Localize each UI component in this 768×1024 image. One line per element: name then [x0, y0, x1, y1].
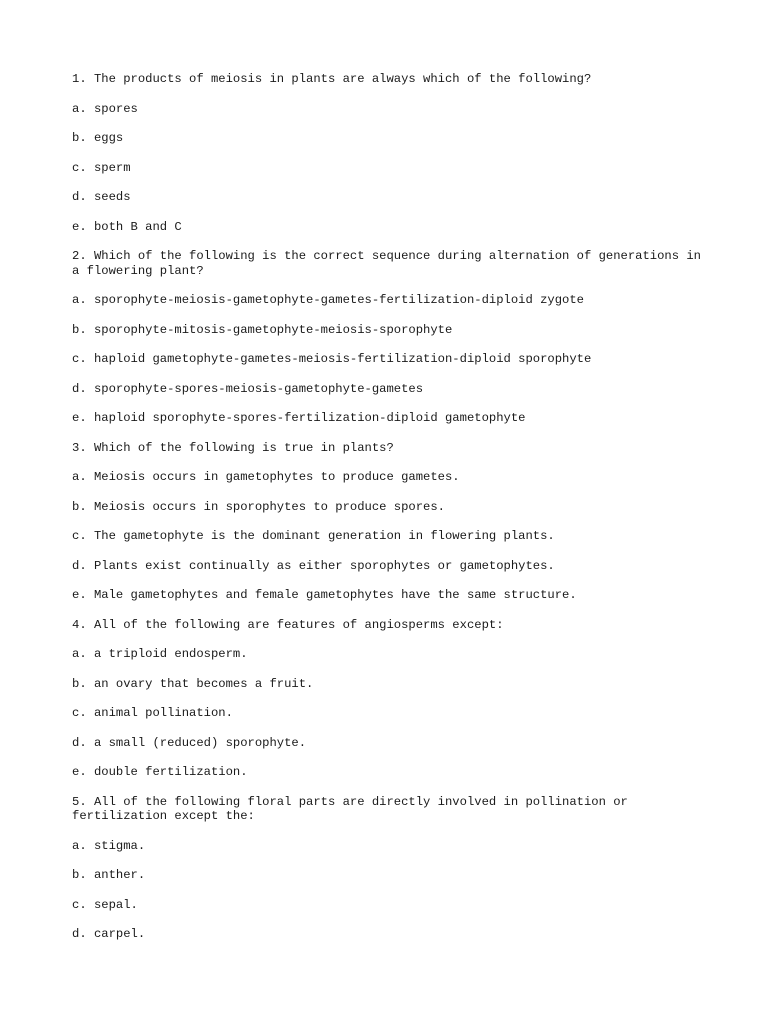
- question-3-option-e: e. Male gametophytes and female gametophytes have the same structure.: [72, 588, 577, 602]
- question-2-option-c: c. haploid gametophyte-gametes-meiosis-fertilization-diploid sporophyte: [72, 352, 592, 366]
- question-3-option-d: d. Plants exist continually as either sporophytes or gametophytes.: [72, 558, 555, 573]
- document-page: [72, 72, 712, 957]
- question-5-option-a: a. stigma.: [72, 838, 146, 853]
- question-2: 2. Which of the following is the correct sequence during alternation of generations in a flowering plant?: [72, 249, 701, 278]
- question-4: 4. All of the following are features of angiosperms except:: [72, 617, 504, 632]
- question-4-option-e: e. double fertilization.: [72, 765, 248, 779]
- question-1: 1. The products of meiosis in plants are always which of the following?: [72, 72, 592, 86]
- question-2-option-b: b. sporophyte-mitosis-gametophyte-meiosis-sporophyte: [72, 322, 453, 337]
- question-3: 3. Which of the following is true in plants?: [72, 440, 394, 455]
- question-5-option-c: c. sepal.: [72, 897, 138, 912]
- question-1-option-d: d. seeds: [72, 190, 131, 204]
- question-2-option-d: d. sporophyte-spores-meiosis-gametophyte-gametes: [72, 381, 424, 396]
- question-4-option-d: d. a small (reduced) sporophyte.: [72, 735, 307, 750]
- question-5: 5. All of the following floral parts are directly involved in pollination or fertilization except the:: [72, 794, 628, 823]
- question-3-option-c: c. The gametophyte is the dominant generation in flowering plants.: [72, 529, 555, 543]
- question-3-option-b: b. Meiosis occurs in sporophytes to produce spores.: [72, 499, 445, 514]
- question-5-option-b: b. anther.: [72, 868, 146, 882]
- question-2-option-e: e. haploid sporophyte-spores-fertilization-diploid gametophyte: [72, 411, 526, 425]
- question-5-option-d: d. carpel.: [72, 927, 146, 941]
- question-1-option-a: a. spores: [72, 101, 138, 116]
- question-1-option-e: e. both B and C: [72, 219, 182, 234]
- question-4-option-c: c. animal pollination.: [72, 706, 233, 720]
- question-3-option-a: a. Meiosis occurs in gametophytes to produce gametes.: [72, 470, 460, 484]
- question-2-option-a: a. sporophyte-meiosis-gametophyte-gametes-fertilization-diploid zygote: [72, 293, 584, 307]
- question-4-option-a: a. a triploid endosperm.: [72, 647, 248, 661]
- question-1-option-c: c. sperm: [72, 160, 131, 175]
- question-1-option-b: b. eggs: [72, 131, 124, 145]
- question-4-option-b: b. an ovary that becomes a fruit.: [72, 676, 314, 691]
